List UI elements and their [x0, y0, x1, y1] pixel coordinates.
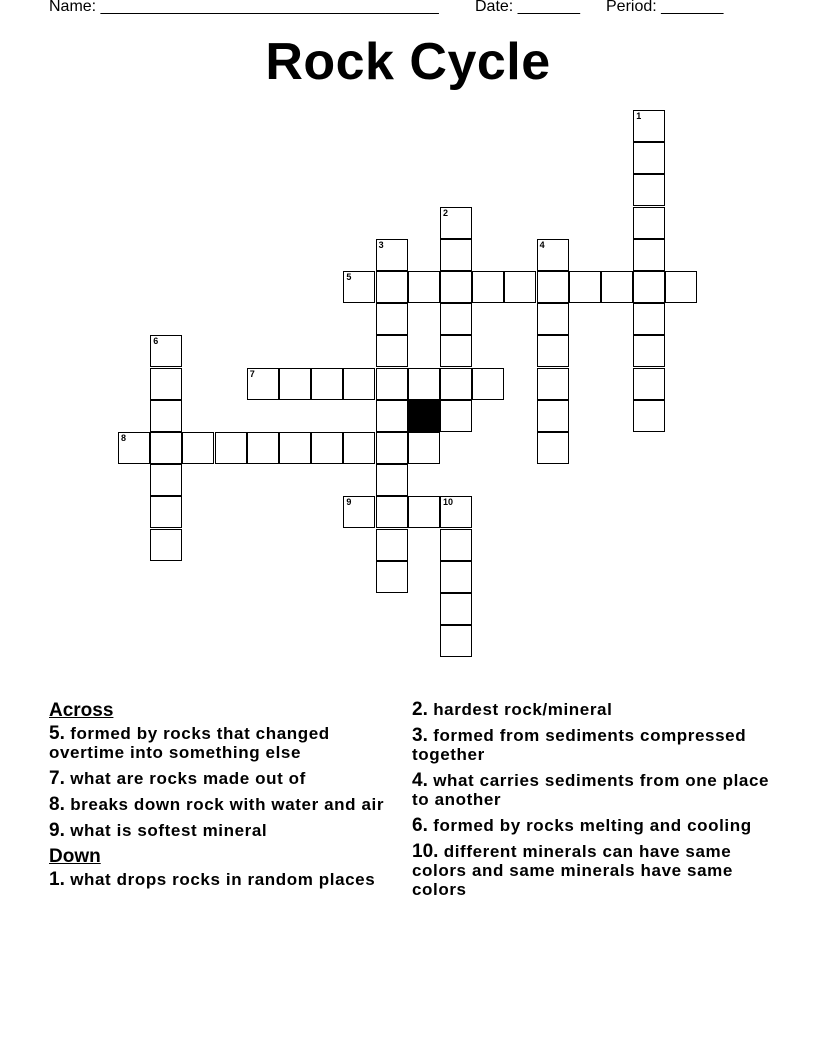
crossword-cell[interactable] [633, 174, 665, 206]
crossword-cell[interactable] [182, 432, 214, 464]
crossword-cell[interactable] [440, 496, 472, 528]
crossword-cell[interactable] [537, 271, 569, 303]
clue-across-5: 5. formed by rocks that changed overtime into something else [49, 723, 330, 762]
clues-column-right [412, 700, 772, 906]
crossword-cell[interactable] [504, 271, 536, 303]
crossword-cell[interactable] [633, 303, 665, 335]
crossword-cell[interactable] [440, 368, 472, 400]
crossword-cell[interactable] [376, 464, 408, 496]
crossword-cell[interactable] [633, 207, 665, 239]
crossword-cell[interactable] [440, 625, 472, 657]
period-field[interactable]: Period: _______ [606, 0, 724, 15]
clue-across-7: 7. what are rocks made out of [49, 768, 306, 789]
crossword-cell[interactable] [633, 239, 665, 271]
crossword-cell[interactable] [408, 432, 440, 464]
crossword-cell[interactable] [150, 496, 182, 528]
crossword-cell[interactable] [376, 561, 408, 593]
crossword-cell[interactable] [440, 271, 472, 303]
clue-down-1: 1. what drops rocks in random places [49, 869, 376, 890]
crossword-cell[interactable] [633, 142, 665, 174]
crossword-cell[interactable] [376, 400, 408, 432]
crossword-cell[interactable] [376, 303, 408, 335]
crossword-cell[interactable] [408, 368, 440, 400]
crossword-cell[interactable] [343, 368, 375, 400]
crossword-cell[interactable] [472, 271, 504, 303]
crossword-cell[interactable] [150, 335, 182, 367]
crossword-cell[interactable] [569, 271, 601, 303]
clue-number: 7 [249, 368, 255, 379]
clue-down-3: 3. formed from sediments compressed together [412, 725, 747, 764]
crossword-cell[interactable] [376, 239, 408, 271]
crossword-cell[interactable] [247, 432, 279, 464]
down-heading: Down [49, 846, 101, 867]
clue-number: 4 [539, 239, 545, 250]
clues-column-left [49, 700, 409, 896]
crossword-cell[interactable] [408, 496, 440, 528]
crossword-cell[interactable] [633, 368, 665, 400]
crossword-cell[interactable] [376, 496, 408, 528]
crossword-cell[interactable] [150, 529, 182, 561]
crossword-cell[interactable] [408, 271, 440, 303]
page-title: Rock Cycle [265, 33, 551, 91]
clue-number: 8 [121, 433, 127, 443]
crossword-cell[interactable] [633, 271, 665, 303]
crossword-cell[interactable] [343, 432, 375, 464]
crossword-cell[interactable] [472, 368, 504, 400]
clue-down-2: 2. hardest rock/mineral [412, 699, 613, 720]
clue-number: 9 [346, 497, 352, 508]
crossword-cell[interactable] [537, 400, 569, 432]
crossword-cell[interactable] [537, 432, 569, 464]
crossword-cell[interactable] [440, 593, 472, 625]
name-field[interactable]: Name: ______________________________________ [49, 0, 439, 15]
crossword-cell[interactable] [440, 239, 472, 271]
clue-across-9: 9. what is softest mineral [49, 820, 268, 841]
clue-number: 3 [378, 239, 384, 250]
crossword-cell[interactable] [376, 335, 408, 367]
clue-down-4: 4. what carries sediments from one place to another [412, 770, 770, 809]
crossword-cell[interactable] [311, 368, 343, 400]
crossword-cell[interactable] [150, 432, 182, 464]
crossword-cell[interactable] [279, 432, 311, 464]
crossword-cell[interactable] [376, 271, 408, 303]
crossword-cell[interactable] [633, 335, 665, 367]
crossword-cell[interactable] [440, 529, 472, 561]
crossword-cell[interactable] [215, 432, 247, 464]
crossword-cell[interactable] [440, 303, 472, 335]
date-field[interactable]: Date: _______ [475, 0, 580, 15]
clue-number: 5 [346, 272, 352, 282]
across-heading: Across [49, 700, 114, 721]
crossword-cell[interactable] [440, 207, 472, 239]
crossword-cell[interactable] [150, 368, 182, 400]
crossword-cell[interactable] [633, 400, 665, 432]
clue-number: 1 [636, 111, 642, 121]
crossword-cell[interactable] [537, 368, 569, 400]
crossword-cell[interactable] [343, 496, 375, 528]
crossword-cell[interactable] [601, 271, 633, 303]
clue-number: 10 [443, 497, 454, 508]
crossword-cell[interactable] [311, 432, 343, 464]
crossword-cell[interactable] [247, 368, 279, 400]
crossword-cell[interactable] [537, 303, 569, 335]
clue-number: 6 [153, 336, 159, 347]
crossword-cell[interactable] [440, 561, 472, 593]
crossword-cell[interactable] [665, 271, 697, 303]
clue-down-6: 6. formed by rocks melting and cooling [412, 815, 752, 836]
crossword-cell[interactable] [376, 432, 408, 464]
crossword-cell[interactable] [376, 368, 408, 400]
crossword-cell[interactable] [633, 110, 665, 142]
crossword-cell[interactable] [440, 400, 472, 432]
clue-across-8: 8. breaks down rock with water and air [49, 794, 385, 815]
crossword-cell[interactable] [440, 335, 472, 367]
black-cell [408, 400, 440, 432]
crossword-cell[interactable] [537, 335, 569, 367]
crossword-cell[interactable] [150, 400, 182, 432]
crossword-cell[interactable] [118, 432, 150, 464]
crossword-cell[interactable] [376, 529, 408, 561]
crossword-cell[interactable] [279, 368, 311, 400]
crossword-cell[interactable] [150, 464, 182, 496]
crossword-cell[interactable] [537, 239, 569, 271]
clue-down-10: 10. different minerals can have same colors and same minerals have same colors [412, 841, 733, 899]
clue-number: 2 [443, 207, 449, 218]
crossword-cell[interactable] [343, 271, 375, 303]
